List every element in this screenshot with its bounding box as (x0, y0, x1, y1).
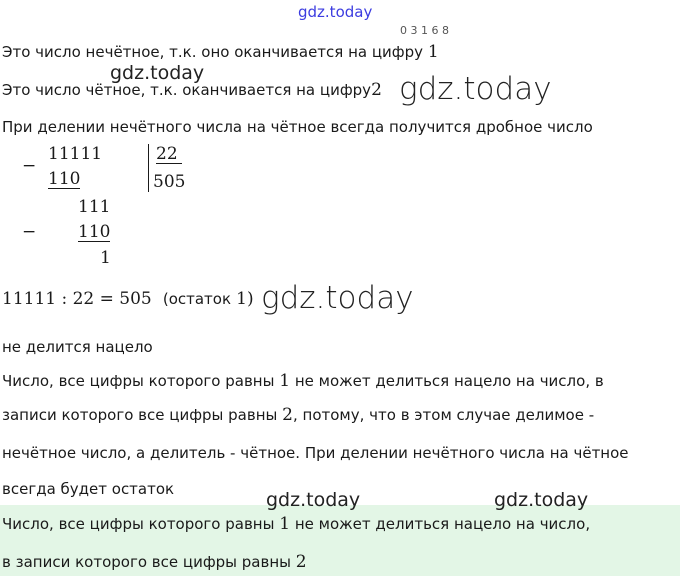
answer-2a: в записи которого все цифры равны (2, 553, 291, 571)
explanation-line-3: нечётное число, а делитель - чётное. При делении нечётного числа на чётное (2, 444, 629, 462)
division-bar (148, 144, 149, 192)
subtrahend-1-value: 110 (48, 169, 81, 189)
explanation-1a: Число, все цифры которого равны (2, 372, 275, 390)
explanation-1b: не может делиться нацело на число, в (294, 372, 604, 390)
divisor-value: 22 (156, 146, 182, 164)
explanation-line-2 (2, 405, 594, 425)
cropped-digits: 0 3 1 6 8 (400, 24, 449, 37)
explanation-1-digit: 1 (279, 371, 291, 391)
minus-sign-1: − (22, 156, 37, 176)
answer-line-2 (2, 552, 307, 572)
final-remainder: 1 (100, 248, 111, 268)
statement-odd-text: Это число нечётное, т.к. оно оканчивается на цифру (2, 43, 424, 61)
result-note-number: 1) (236, 289, 254, 309)
subtrahend-2-value: 110 (78, 222, 111, 242)
explanation-2a: записи которого все цифры равны (2, 406, 278, 424)
explanation-line-1 (2, 371, 604, 391)
divisor (156, 144, 182, 164)
watermark-top: gdz.today (298, 3, 373, 21)
result-note: (остаток (162, 290, 232, 308)
watermark-4: gdz.today (266, 489, 361, 511)
statement-even-text: Это число чётное, т.к. оканчивается на цифру (2, 81, 372, 99)
dividend: 11111 (48, 144, 103, 164)
watermark-1: gdz.today (110, 62, 205, 84)
explanation-2b: , потому, что в этом случае делимое - (292, 406, 595, 424)
not-divisible: не делится нацело (2, 338, 153, 356)
result-expression: 11111 : 22 = 505 (2, 289, 152, 309)
explanation-2-digit: 2 (282, 405, 293, 425)
watermark-5: gdz.today (494, 489, 589, 511)
statement-even (2, 80, 382, 100)
answer-1b: не может делиться нацело на число, (294, 515, 591, 533)
statement-even-digit: 2 (371, 80, 382, 100)
answer-1-digit: 1 (279, 514, 291, 534)
quotient: 505 (153, 172, 186, 192)
subtrahend-2 (78, 222, 110, 242)
watermark-3: gdz.today (261, 280, 414, 316)
result-line (2, 289, 254, 309)
answer-line-1 (2, 514, 590, 534)
statement-odd-digit: 1 (427, 42, 439, 62)
statement-division: При делении нечётного числа на чётное всегда получится дробное число (2, 118, 593, 136)
watermark-2: gdz.today (399, 71, 552, 107)
answer-1a: Число, все цифры которого равны (2, 515, 275, 533)
statement-odd (2, 42, 439, 62)
answer-2-digit: 2 (295, 552, 307, 572)
minus-sign-2: − (22, 222, 37, 242)
subtrahend-1 (48, 169, 80, 189)
remainder-1: 111 (78, 197, 111, 217)
explanation-line-4: всегда будет остаток (2, 480, 175, 498)
